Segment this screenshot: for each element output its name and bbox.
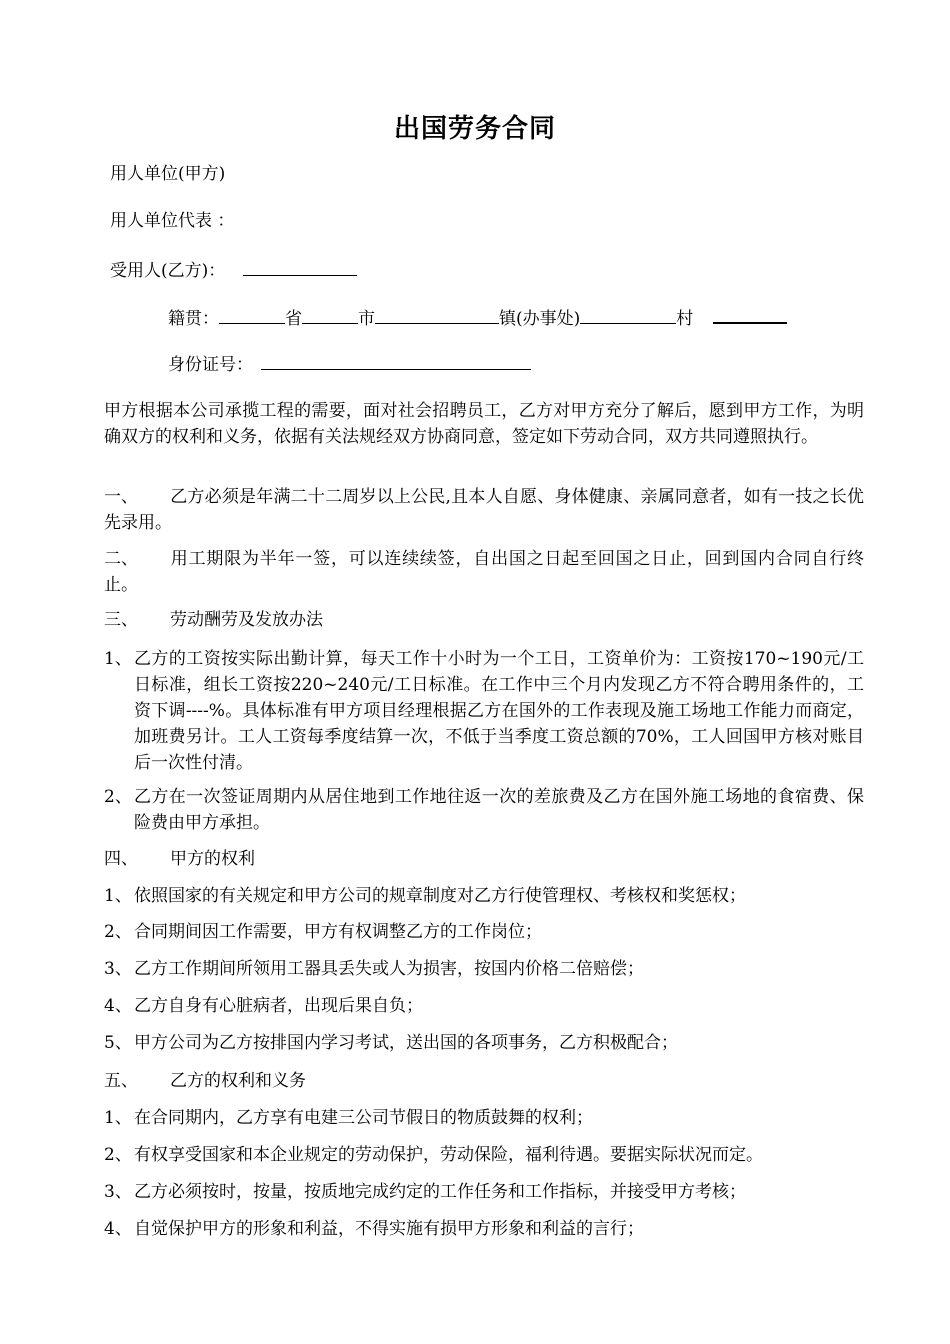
item-num: 5、 bbox=[104, 1033, 132, 1053]
item-num: 1、 bbox=[104, 1108, 132, 1128]
id-number-label: 身份证号： bbox=[168, 355, 253, 375]
clause-2-text: 用工期限为半年一签，可以连续续签，自出国之日起至回国之日止，回到国内合同自行终止。 bbox=[104, 549, 864, 595]
city-label: 市 bbox=[358, 309, 375, 329]
province-blank[interactable] bbox=[219, 305, 285, 324]
town-blank[interactable] bbox=[375, 305, 499, 324]
section-4-item-2 bbox=[104, 919, 864, 945]
city-blank[interactable] bbox=[302, 305, 358, 324]
item-text: 在合同期内，乙方享有电建三公司节假日的物质鼓舞的权利； bbox=[134, 1108, 593, 1128]
section-4-item-1 bbox=[104, 883, 864, 909]
id-number-field bbox=[168, 351, 531, 378]
employee-field bbox=[110, 257, 357, 284]
item-num: 4、 bbox=[104, 996, 132, 1016]
item-num: 3、 bbox=[104, 959, 132, 979]
section-5-heading bbox=[104, 1068, 306, 1094]
item-num: 3、 bbox=[104, 1182, 132, 1202]
clause-2-num: 二、 bbox=[104, 549, 138, 569]
id-number-blank[interactable] bbox=[261, 351, 531, 370]
clause-1-num: 一、 bbox=[104, 487, 138, 507]
section-4-num: 四、 bbox=[104, 849, 138, 869]
clause-1 bbox=[104, 484, 864, 536]
item-text: 甲方公司为乙方按排国内学习考试，送出国的各项事务，乙方积极配合； bbox=[134, 1033, 678, 1053]
section-3-title: 劳动酬劳及发放办法 bbox=[170, 610, 323, 630]
section-3-item-2 bbox=[104, 784, 864, 836]
town-label: 镇(办事处) bbox=[499, 309, 581, 329]
village-extra-blank[interactable] bbox=[713, 304, 787, 324]
item-num: 2、 bbox=[104, 922, 132, 942]
village-blank[interactable] bbox=[580, 305, 676, 324]
item-text: 乙方必须按时，按量，按质地完成约定的工作任务和工作指标，并接受甲方考核； bbox=[134, 1182, 746, 1202]
section-5-item-3 bbox=[104, 1179, 864, 1205]
item-text: 依照国家的有关规定和甲方公司的规章制度对乙方行使管理权、考核权和奖惩权； bbox=[134, 886, 746, 906]
section-4-item-5 bbox=[104, 1030, 864, 1056]
section-5-item-2 bbox=[104, 1142, 864, 1168]
item-text: 乙方自身有心脏病者，出现后果自负； bbox=[134, 996, 423, 1016]
section-3-num: 三、 bbox=[104, 610, 138, 630]
province-label: 省 bbox=[285, 309, 302, 329]
employee-blank[interactable] bbox=[243, 257, 357, 276]
employer-label: 用人单位(甲方) bbox=[110, 164, 226, 184]
section-3-item-1 bbox=[104, 646, 864, 776]
item-text: 有权享受国家和本企业规定的劳动保护，劳动保险，福利待遇。要据实际状况而定。 bbox=[134, 1145, 763, 1165]
section-4-item-4 bbox=[104, 993, 864, 1019]
section-4-item-3 bbox=[104, 956, 864, 982]
employee-label: 受用人(乙方)： bbox=[110, 261, 226, 281]
intro-paragraph: 甲方根据本公司承揽工程的需要，面对社会招聘员工，乙方对甲方充分了解后，愿到甲方工作，为明确双方的权利和义务，依据有关法规经双方协商同意，签定如下劳动合同，双方共同遵照执行。 bbox=[104, 401, 864, 447]
native-place-field bbox=[168, 304, 787, 332]
item-num: 4、 bbox=[104, 1219, 132, 1239]
item-text: 乙方的工资按实际出勤计算，每天工作十小时为一个工日，工资单价为：工资按170~190元/工日标准，组长工资按220~240元/工日标准。在工作中三个月内发现乙方不符合聘用条件的，工资下调----%。具体标准有甲方项目经理根据乙方在国外的工作表现及施工场地工作能力而商定，加班费另计。工人工资每季度结算一次，不低于当季度工资总额的70%，工人回国甲方核对账目后一次性付清。 bbox=[134, 649, 864, 773]
clause-1-text: 乙方必须是年满二十二周岁以上公民,且本人自愿、身体健康、亲属同意者，如有一技之长优先录用。 bbox=[104, 487, 864, 533]
native-place-label: 籍贯： bbox=[168, 309, 219, 329]
section-4-heading bbox=[104, 846, 255, 872]
section-5-item-1 bbox=[104, 1105, 864, 1131]
item-text: 乙方在一次签证周期内从居住地到工作地往返一次的差旅费及乙方在国外施工场地的食宿费、保险费由甲方承担。 bbox=[134, 787, 864, 833]
item-num: 1、 bbox=[104, 886, 132, 906]
section-5-item-4 bbox=[104, 1216, 864, 1242]
item-num: 2、 bbox=[104, 787, 132, 807]
village-label: 村 bbox=[676, 309, 694, 329]
section-5-num: 五、 bbox=[104, 1071, 138, 1091]
item-text: 乙方工作期间所领用工器具丢失或人为损害，按国内价格二倍赔偿； bbox=[134, 959, 644, 979]
item-num: 2、 bbox=[104, 1145, 132, 1165]
section-3-heading bbox=[104, 607, 323, 633]
section-5-title: 乙方的权利和义务 bbox=[170, 1071, 306, 1091]
employer-rep-label: 用人单位代表 ： bbox=[110, 211, 235, 231]
document-title: 出国劳务合同 bbox=[393, 114, 556, 144]
item-num: 1、 bbox=[104, 649, 132, 669]
item-text: 合同期间因工作需要，甲方有权调整乙方的工作岗位； bbox=[134, 922, 542, 942]
section-4-title: 甲方的权利 bbox=[170, 849, 255, 869]
item-text: 自觉保护甲方的形象和利益，不得实施有损甲方形象和利益的言行； bbox=[134, 1219, 644, 1239]
clause-2 bbox=[104, 546, 864, 598]
